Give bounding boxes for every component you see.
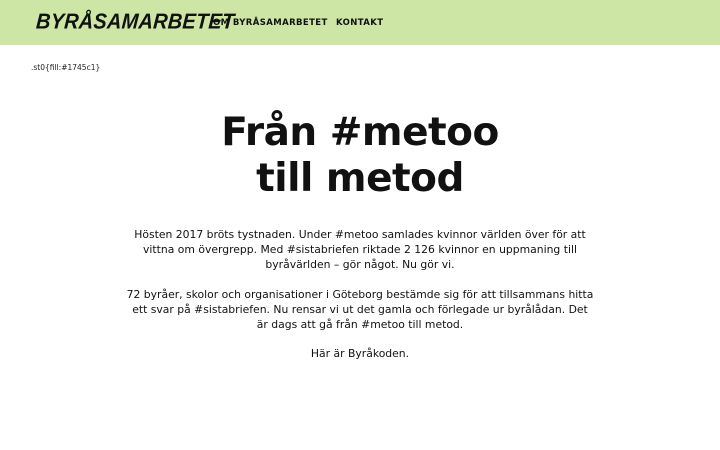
intro-paragraph-1: Hösten 2017 bröts tystnaden. Under #metoo samlades kvinnor världen över för att vittna om övergrepp. Med #sistabriefen riktade 2 126 kvinnor en uppmaning till byråvärlden – gör något. Nu gör vi.	[134, 228, 586, 272]
intro-paragraph-3: Här är Byråkoden.	[310, 347, 410, 360]
page-title	[0, 110, 720, 202]
nav-link-kontakt[interactable]: KONTAKT	[336, 18, 384, 28]
top-navbar	[0, 0, 720, 45]
intro-paragraph-2: 72 byråer, skolor och organisationer i Göteborg bestämde sig för att tillsammans hitta ett svar på #sistabriefen. Nu rensar vi ut det gamla och förlegade ur byrålådan. Det är dags att gå från #metoo till metod.	[126, 288, 594, 332]
page-title-line-2: till metod	[256, 156, 464, 201]
nav-link-om-byrasamarbetet[interactable]: OM BYRÅSAMARBETET	[213, 18, 328, 28]
site-logo[interactable]: BYRÅSAMARBETET	[35, 10, 236, 34]
stray-css-text: .st0{fill:#1745c1}	[31, 63, 101, 72]
page-title-line-1: Från #metoo	[221, 110, 499, 155]
